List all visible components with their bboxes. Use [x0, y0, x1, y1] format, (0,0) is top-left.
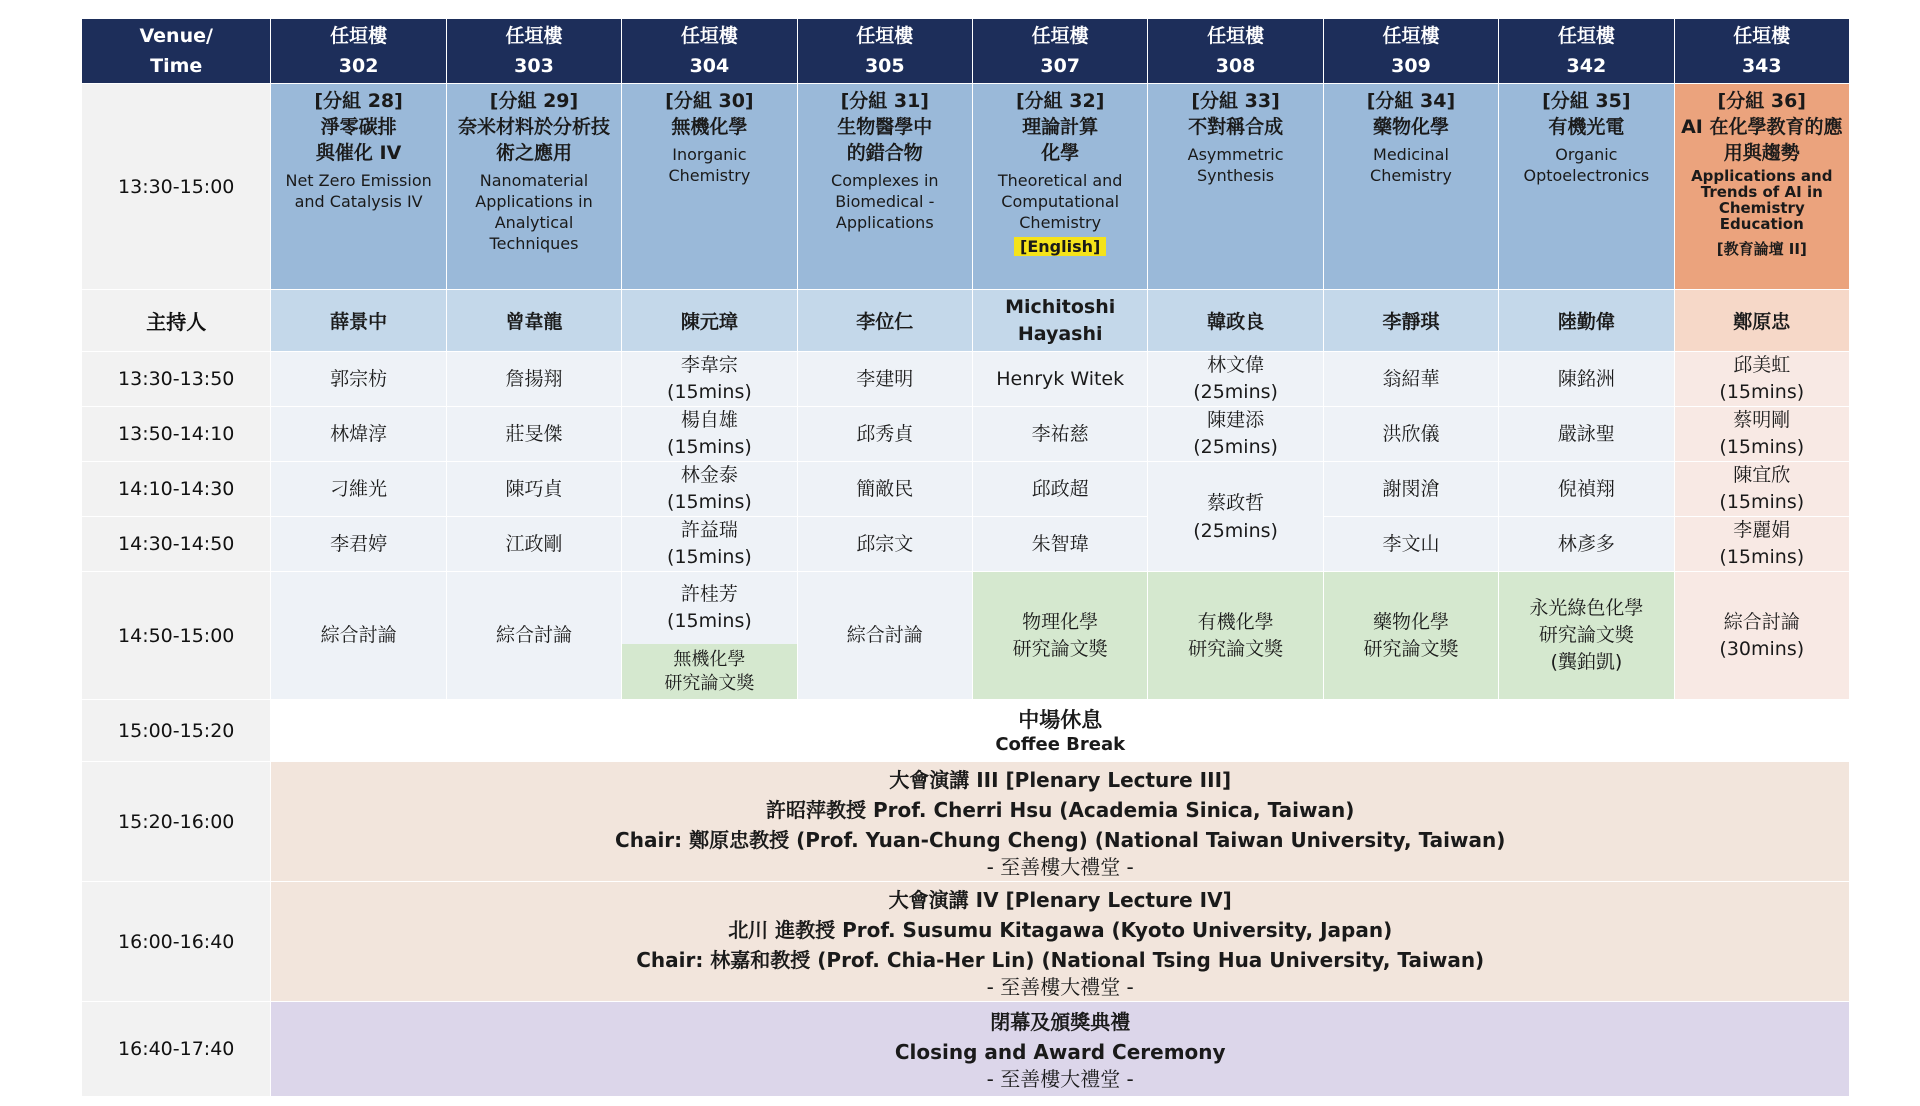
session-cell — [622, 84, 797, 290]
session-title-en-line: Trends of AI in — [1700, 183, 1823, 201]
session-title-zh: 藥物化學 — [1372, 116, 1449, 138]
session-title-en-line: Synthesis — [1197, 166, 1275, 185]
talk-cell — [271, 517, 446, 572]
session-title-en-line: Analytical — [494, 213, 574, 232]
talk-line: 李君婷 — [330, 532, 388, 555]
closing-en: Closing and Award Ceremony — [894, 1040, 1226, 1064]
chair-cell: 陳元璋 — [622, 290, 797, 352]
talk-line: 江政剛 — [505, 532, 563, 555]
talk-line: 翁紹華 — [1382, 367, 1440, 390]
session-title-en-line: Applications and — [1691, 167, 1833, 185]
talk-cell — [972, 407, 1147, 462]
final-slot-row — [82, 572, 1850, 700]
session-id: [分組 35] — [1542, 90, 1631, 112]
session-title-zh: 與催化 IV — [315, 142, 402, 164]
talk-line: (25mins) — [1193, 519, 1278, 542]
talk-row — [82, 407, 1850, 462]
session-title-en — [1148, 144, 1322, 186]
english-tag: [English] — [1014, 237, 1106, 256]
final-line: 研究論文獎 — [1188, 637, 1284, 660]
final-cell — [271, 572, 446, 700]
room-header-302: 任垣樓 302 — [271, 19, 446, 84]
talk-cell — [1323, 407, 1498, 462]
session-title-en — [1499, 144, 1673, 186]
room-header-304: 任垣樓 304 — [622, 19, 797, 84]
plenary4-speaker: 北川 進教授 Prof. Susumu Kitagawa (Kyoto University, Japan) — [728, 917, 1393, 942]
talk-line: 嚴詠聖 — [1557, 422, 1615, 445]
session-title-zh: 淨零碳排 — [320, 116, 397, 138]
talk-cell — [972, 352, 1147, 407]
plenary4-row — [82, 882, 1850, 1002]
slot-time: 14:30-14:50 — [82, 517, 271, 572]
talk-cell — [622, 407, 797, 462]
final-line: 綜合討論 — [1723, 610, 1800, 633]
talk-cell — [1148, 462, 1323, 572]
talk-line: 陳建添 — [1207, 409, 1265, 431]
talk-line: (15mins) — [667, 436, 752, 458]
session-title-zh: 理論計算 — [1022, 116, 1099, 138]
talk-row — [82, 462, 1850, 517]
session-title-en-line: Inorganic — [672, 145, 747, 164]
talk-line: 朱智瑋 — [1031, 532, 1089, 555]
plenary3 — [271, 762, 1850, 882]
talk-cell — [797, 407, 972, 462]
award-line: 研究論文獎 — [664, 672, 755, 694]
session-cell — [271, 84, 446, 290]
break-row — [82, 700, 1850, 762]
closing-zh: 閉幕及頒獎典禮 — [990, 1010, 1131, 1034]
session-title-zh: 有機光電 — [1548, 116, 1625, 138]
award-cell — [1148, 572, 1323, 700]
session-title-zh: 的錯合物 — [846, 142, 923, 164]
plenary3-row — [82, 762, 1850, 882]
final-cell-304 — [622, 572, 797, 700]
venue-time-header — [82, 19, 271, 84]
talk-cell — [797, 352, 972, 407]
room-header-303: 任垣樓 303 — [446, 19, 621, 84]
final-cell — [446, 572, 621, 700]
session-title-en-line: Computational — [1001, 192, 1120, 211]
talk-line: 林文偉 — [1207, 354, 1265, 376]
session-cell — [1499, 84, 1674, 290]
final-line: (龔鉑凱) — [1550, 651, 1623, 673]
final-talk-304 — [622, 572, 796, 644]
session-title-zh: AI 在化學教育的應 — [1681, 116, 1843, 138]
session-title-en-line: Optoelectronics — [1523, 166, 1650, 185]
talk-cell — [446, 352, 621, 407]
talk-cell — [1148, 407, 1323, 462]
talk-cell — [1499, 517, 1674, 572]
talk-cell — [972, 517, 1147, 572]
talk-cell — [1674, 352, 1849, 407]
session-title-en-line: Applications in — [475, 192, 593, 211]
chair-row — [82, 290, 1850, 352]
session-id: [分組 32] — [1015, 90, 1105, 112]
talk-line: 林金泰 — [680, 464, 738, 486]
room-header-343: 任垣樓 343 — [1674, 19, 1849, 84]
coffee-break — [271, 700, 1850, 762]
talk-line: (15mins) — [1719, 381, 1805, 403]
session-cell — [1674, 84, 1849, 290]
talk-line: 倪禎翔 — [1557, 477, 1615, 500]
session-cell — [446, 84, 621, 290]
plenary3-time: 15:20-16:00 — [82, 762, 271, 882]
talk-cell — [622, 352, 797, 407]
plenary4-location: - 至善樓大禮堂 - — [986, 974, 1134, 999]
session-title-en-line: Chemistry — [1019, 213, 1102, 232]
talk-cell — [797, 462, 972, 517]
session-title-en-line: Organic — [1555, 145, 1618, 164]
closing-location: - 至善樓大禮堂 - — [986, 1067, 1134, 1091]
award-cell — [1499, 572, 1674, 700]
talk-line: 簡敵民 — [856, 477, 914, 500]
session-title-zh: 化學 — [1041, 142, 1080, 164]
plenary4-title: 大會演講 IV [Plenary Lecture IV] — [888, 887, 1232, 912]
talk-line: 楊自雄 — [680, 409, 738, 431]
talk-line: 林煒淳 — [330, 422, 388, 445]
talk-cell — [622, 517, 797, 572]
final-cell — [1674, 572, 1849, 700]
talk-cell — [271, 352, 446, 407]
session-title-en — [447, 170, 621, 254]
session-title-en — [271, 170, 445, 212]
award-304 — [622, 644, 796, 699]
plenary3-chair: Chair: 鄭原忠教授 (Prof. Yuan-Chung Cheng) (National Taiwan University, Taiwan) — [615, 827, 1506, 852]
talk-cell — [1499, 462, 1674, 517]
talk-cell — [271, 407, 446, 462]
final-line: (30mins) — [1719, 637, 1805, 660]
talk-line: (15mins) — [1719, 491, 1805, 513]
session-title-en-line: Asymmetric — [1187, 145, 1284, 164]
final-line: 許桂芳 — [680, 583, 738, 605]
slot-time: 14:10-14:30 — [82, 462, 271, 517]
final-line: 綜合討論 — [496, 624, 573, 646]
header-row — [82, 19, 1850, 84]
final-line: 研究論文獎 — [1012, 637, 1108, 660]
session-title-zh: 不對稱合成 — [1188, 116, 1284, 138]
talk-line: 邱秀貞 — [856, 422, 914, 445]
talk-line: 李麗娟 — [1733, 519, 1791, 541]
session-title-en-line: Chemistry — [668, 166, 751, 185]
plenary3-title: 大會演講 III [Plenary Lecture III] — [889, 767, 1232, 792]
chair-label: 主持人 — [82, 290, 271, 352]
plenary4-chair: Chair: 林嘉和教授 (Prof. Chia-Her Lin) (National Tsing Hua University, Taiwan) — [636, 947, 1485, 972]
talk-line: 陳宜欣 — [1733, 464, 1791, 486]
talk-cell — [1674, 517, 1849, 572]
room-header-308: 任垣樓 308 — [1148, 19, 1323, 84]
session-title-en-line: Nanomaterial — [479, 171, 589, 190]
session-cell — [1323, 84, 1498, 290]
talk-line: 陳巧貞 — [505, 477, 563, 500]
talk-line: 蔡明剛 — [1733, 409, 1791, 431]
talk-cell — [271, 462, 446, 517]
session-cell — [1148, 84, 1323, 290]
session-title-zh: 術之應用 — [496, 142, 573, 164]
closing-ceremony — [271, 1002, 1850, 1097]
session-cell — [972, 84, 1147, 290]
talk-cell — [1499, 407, 1674, 462]
final-line: 藥物化學 — [1372, 610, 1449, 633]
session-title-en-line: and Catalysis IV — [294, 192, 423, 211]
venue-label: Venue/ — [139, 25, 213, 47]
session-time: 13:30-15:00 — [82, 84, 271, 290]
break-zh: 中場休息 — [1018, 707, 1103, 732]
chair-cell: 韓政良 — [1148, 290, 1323, 352]
talk-line: (15mins) — [667, 546, 752, 568]
chair-cell: 李靜琪 — [1323, 290, 1498, 352]
session-id: [分組 36] — [1717, 90, 1806, 112]
session-title-zh: 無機化學 — [671, 116, 748, 138]
room-header-305: 任垣樓 305 — [797, 19, 972, 84]
chair-cell: 曾韋龍 — [446, 290, 621, 352]
talk-cell — [1674, 462, 1849, 517]
talk-cell — [446, 517, 621, 572]
session-id: [分組 29] — [489, 90, 579, 112]
talk-line: Henryk Witek — [996, 367, 1125, 390]
session-title-en-line: Complexes in — [831, 171, 939, 190]
session-title-en-line: Net Zero Emission — [285, 171, 432, 190]
forum-note: [教育論壇 II] — [1716, 240, 1807, 258]
session-title-en — [973, 170, 1147, 233]
closing-row — [82, 1002, 1850, 1097]
session-title-en-line: Education — [1719, 215, 1804, 233]
talk-line: 李文山 — [1382, 532, 1440, 555]
award-cell — [972, 572, 1147, 700]
room-header-307: 任垣樓 307 — [972, 19, 1147, 84]
talk-line: (15mins) — [1719, 436, 1805, 458]
talk-line: 許益瑞 — [680, 519, 738, 541]
session-id: [分組 33] — [1191, 90, 1280, 112]
talk-cell — [1323, 462, 1498, 517]
chair-cell: 薛景中 — [271, 290, 446, 352]
talk-line: 蔡政哲 — [1207, 491, 1265, 514]
talk-line: 莊旻傑 — [505, 422, 563, 445]
talk-cell — [1323, 517, 1498, 572]
session-title-en-line: Techniques — [489, 234, 579, 253]
award-line: 無機化學 — [673, 648, 746, 670]
final-line: 研究論文獎 — [1538, 624, 1634, 646]
final-cell — [797, 572, 972, 700]
talk-line: 詹揚翔 — [505, 367, 563, 390]
talk-line: 李建明 — [856, 367, 914, 390]
talk-line: (25mins) — [1193, 436, 1278, 458]
slot-time: 13:50-14:10 — [82, 407, 271, 462]
break-en: Coffee Break — [995, 733, 1126, 755]
talk-cell — [1499, 352, 1674, 407]
talk-line: (15mins) — [667, 381, 752, 403]
talk-line: (25mins) — [1193, 381, 1278, 403]
final-line: (15mins) — [667, 610, 752, 632]
talk-cell — [972, 462, 1147, 517]
talk-row — [82, 352, 1850, 407]
chair-cell: Michitoshi Hayashi — [972, 290, 1147, 352]
talk-line: 李韋宗 — [680, 354, 738, 376]
talk-cell — [1674, 407, 1849, 462]
talk-cell — [446, 407, 621, 462]
talk-cell — [622, 462, 797, 517]
break-time: 15:00-15:20 — [82, 700, 271, 762]
final-line: 永光綠色化學 — [1529, 597, 1644, 619]
final-line: 研究論文獎 — [1363, 637, 1459, 660]
session-title-en — [622, 144, 796, 186]
talk-line: 邱政超 — [1031, 477, 1089, 500]
session-id: [分組 30] — [665, 90, 754, 112]
talk-cell — [797, 517, 972, 572]
final-line: 綜合討論 — [846, 624, 923, 646]
chair-cell: 鄭原忠 — [1674, 290, 1849, 352]
plenary3-location: - 至善樓大禮堂 - — [986, 854, 1134, 879]
plenary3-speaker: 許昭萍教授 Prof. Cherri Hsu (Academia Sinica, Taiwan) — [766, 797, 1355, 822]
room-header-342: 任垣樓 342 — [1499, 19, 1674, 84]
final-line: 綜合討論 — [320, 624, 397, 646]
final-line: 有機化學 — [1197, 610, 1274, 633]
session-title-en-line: Theoretical and — [997, 171, 1123, 190]
session-id: [分組 34] — [1366, 90, 1456, 112]
session-cell — [797, 84, 972, 290]
talk-line: 洪欣儀 — [1382, 422, 1440, 445]
schedule-table — [81, 18, 1850, 1097]
final-line: 物理化學 — [1022, 610, 1099, 633]
session-title-zh: 用與趨勢 — [1723, 142, 1800, 164]
session-title-en-line: Medicinal — [1373, 145, 1449, 164]
room-header-309: 任垣樓 309 — [1323, 19, 1498, 84]
chair-cell: 陸勤偉 — [1499, 290, 1674, 352]
session-title-zh: 生物醫學中 — [837, 116, 933, 138]
session-row — [82, 84, 1850, 290]
talk-line: 邱宗文 — [856, 532, 914, 555]
plenary4 — [271, 882, 1850, 1002]
time-label: Time — [150, 55, 203, 77]
talk-line: 陳銘洲 — [1557, 367, 1615, 390]
talk-row — [82, 517, 1850, 572]
session-title-en — [1324, 144, 1498, 186]
chair-cell: 李位仁 — [797, 290, 972, 352]
talk-line: (15mins) — [1719, 546, 1805, 568]
talk-line: 謝閔滄 — [1382, 477, 1440, 500]
talk-line: 李祐慈 — [1031, 422, 1089, 445]
talk-cell — [446, 462, 621, 517]
talk-line: 郭宗枋 — [330, 367, 388, 390]
session-title-en-line: Applications — [835, 213, 934, 232]
session-title-en — [798, 170, 972, 233]
slot-time: 13:30-13:50 — [82, 352, 271, 407]
talk-line: 邱美虹 — [1733, 354, 1791, 376]
session-title-zh: 奈米材料於分析技 — [458, 116, 611, 138]
session-title-en — [1675, 168, 1849, 232]
talk-line: (15mins) — [667, 491, 752, 513]
session-title-en-line: Chemistry — [1718, 199, 1805, 217]
final-slot-time: 14:50-15:00 — [82, 572, 271, 700]
closing-time: 16:40-17:40 — [82, 1002, 271, 1097]
talk-line: 林彥多 — [1557, 532, 1615, 555]
session-id: [分組 28] — [314, 90, 403, 112]
session-title-en-line: Biomedical - — [835, 192, 935, 211]
award-cell — [1323, 572, 1498, 700]
talk-line: 刁維光 — [330, 477, 388, 500]
talk-cell — [1323, 352, 1498, 407]
plenary4-time: 16:00-16:40 — [82, 882, 271, 1002]
session-id: [分組 31] — [840, 90, 929, 112]
talk-cell — [1148, 352, 1323, 407]
session-title-en-line: Chemistry — [1370, 166, 1452, 185]
